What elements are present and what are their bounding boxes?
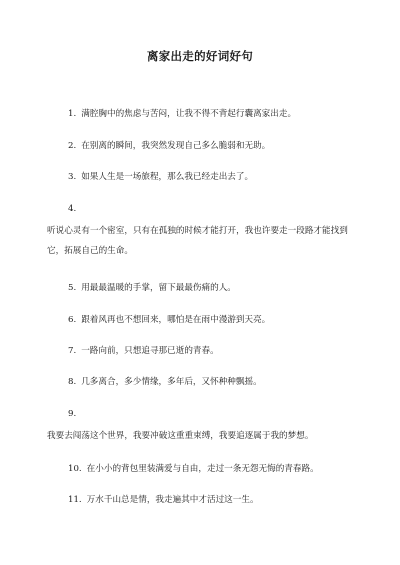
page-title: 离家出走的好词好句 <box>146 49 254 63</box>
item-text: 满腔胸中的焦虑与苦闷，让我不得不背起行囊离家出走。 <box>81 109 297 119</box>
item-text: 在小小的背包里装满爱与自由，走过一条无怨无悔的青春路。 <box>86 464 319 474</box>
list-item <box>68 140 270 152</box>
list-item <box>68 171 253 183</box>
list-item <box>68 408 81 420</box>
paragraph: 我要去闯荡这个世界，我要冲破这重重束缚，我要追逐属于我的梦想。 <box>47 431 314 441</box>
item-text: 在别离的瞬间，我突然发现自己多么脆弱和无助。 <box>81 141 271 151</box>
item-number: 1. <box>68 109 77 119</box>
item-text: 几多离合，多少情缘，多年后，又怀种种飘摇。 <box>81 377 262 387</box>
list-item <box>68 282 236 294</box>
item-text: 跟着风再也不想回来，哪怕是在雨中漫游到天亮。 <box>81 315 271 325</box>
list-item <box>68 494 259 506</box>
item-number: 2. <box>68 141 77 151</box>
item-number: 6. <box>68 315 77 325</box>
item-number: 4. <box>68 204 77 214</box>
list-item <box>68 376 262 388</box>
list-item <box>68 108 296 120</box>
item-text: 一路向前，只想追寻那已逝的青春。 <box>81 346 219 356</box>
list-item <box>68 345 219 357</box>
list-item <box>68 314 270 326</box>
item-text: 用最最温暖的手掌，留下最最伤痛的人。 <box>81 283 236 293</box>
item-number: 3. <box>68 172 77 182</box>
item-number: 10. <box>68 464 82 474</box>
item-number: 7. <box>68 346 77 356</box>
item-number: 5. <box>68 283 77 293</box>
item-text: 万水千山总是情，我走遍其中才活过这一生。 <box>86 495 259 505</box>
list-item <box>68 203 81 215</box>
item-number: 11. <box>68 495 82 505</box>
item-number: 9. <box>68 409 77 419</box>
paragraph: 听说心灵有一个密室，只有在孤独的时候才能打开，我也许要走一段路才能找到它，拓展自己的生命。 <box>47 226 348 256</box>
list-item <box>68 463 319 475</box>
item-number: 8. <box>68 377 77 387</box>
item-text: 如果人生是一场旅程，那么我已经走出去了。 <box>81 172 254 182</box>
